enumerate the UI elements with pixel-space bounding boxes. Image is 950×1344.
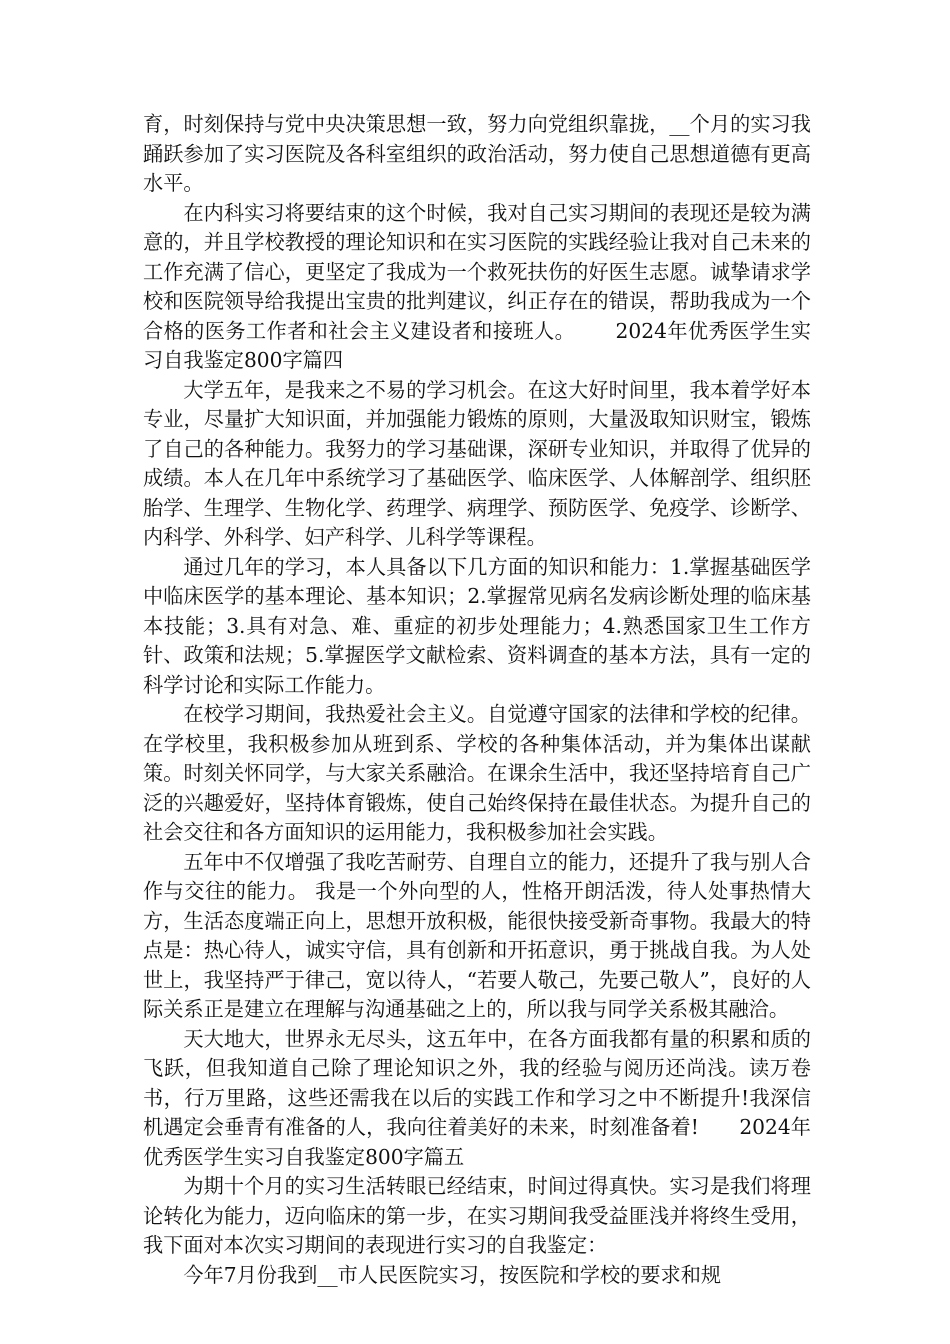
paragraph-6-text: 五年中不仅增强了我吃苦耐劳、自理自立的能力，还提升了我与别人合作与交往的能力。 我是一个外向型的人，性格开朗活泼，待人处事热情大方，生活态度端正向上，思想开放积极，能很快接受新奇事物。我最大的特点是：热心待人，诚实守信，具有创新和开拓意识，勇于挑战自我。为人处世上，我坚持严于律己，宽以待人，“若要人敬己，先要己敬人”，良好的人际关系正是建立在理解与沟通基础之上的，所以我与同学关系极其融洽。 (143, 849, 811, 1021)
paragraph-4-text: 通过几年的学习，本人具备以下几方面的知识和能力：1.掌握基础医学中临床医学的基本理论、基本知识；2.掌握常见病名发病诊断处理的临床基本技能；3.具有对急、难、重症的初步处理能力；4.熟悉国家卫生工作方针、政策和法规；5.掌握医学文献检索、资料调查的基本方法，具有一定的科学讨论和实际工作能力。 (143, 554, 811, 697)
paragraph-8 (143, 1172, 811, 1261)
paragraph-1 (143, 110, 811, 199)
document-page (143, 110, 811, 1290)
section-heading-5: 2024年优秀医学生实习自我鉴定800字篇五 (143, 1115, 811, 1169)
paragraph-1-text: 育，时刻保持与党中央决策思想一致，努力向党组织靠拢，__个月的实习我踊跃参加了实习医院及各科室组织的政治活动，努力使自己思想道德有更高水平。 (143, 112, 811, 195)
paragraph-9 (143, 1261, 811, 1291)
paragraph-9-text: 今年7月份我到__市人民医院实习，按医院和学校的要求和规 (183, 1262, 722, 1287)
section-heading-4: 2024年优秀医学生实习自我鉴定800字篇四 (143, 318, 811, 372)
paragraph-2 (143, 199, 811, 376)
paragraph-5 (143, 700, 811, 848)
paragraph-7 (143, 1025, 811, 1173)
paragraph-2-text: 在内科实习将要结束的这个时候，我对自己实习期间的表现还是较为满意的，并且学校教授的理论知识和在实习医院的实践经验让我对自己未来的工作充满了信心，更坚定了我成为一个救死扶伤的好医生志愿。诚挚请求学校和医院领导给我提出宝贵的批判建议，纠正存在的错误，帮助我成为一个合格的医务工作者和社会主义建设者和接班人。 (143, 200, 811, 343)
paragraph-4 (143, 553, 811, 701)
paragraph-7-text: 天大地大，世界永无尽头，这五年中，在各方面我都有量的积累和质的飞跃，但我知道自己除了理论知识之外，我的经验与阅历还尚浅。读万卷书，行万里路，这些还需我在以后的实践工作和学习之中不断提升!我深信机遇定会垂青有准备的人，我向往着美好的未来，时刻准备着! (143, 1026, 811, 1139)
paragraph-8-text: 为期十个月的实习生活转眼已经结束，时间过得真快。实习是我们将理论转化为能力，迈向临床的第一步，在实习期间我受益匪浅并将终生受用，我下面对本次实习期间的表现进行实习的自我鉴定： (143, 1174, 811, 1257)
paragraph-6 (143, 848, 811, 1025)
paragraph-5-text: 在校学习期间，我热爱社会主义。自觉遵守国家的法律和学校的纪律。在学校里，我积极参加从班到系、学校的各种集体活动，并为集体出谋献策。时刻关怀同学，与大家关系融洽。在课余生活中，我还坚持培育自己广泛的兴趣爱好，坚持体育锻炼，使自己始终保持在最佳状态。为提升自己的社会交往和各方面知识的运用能力，我积极参加社会实践。 (143, 702, 811, 844)
paragraph-3-text: 大学五年，是我来之不易的学习机会。在这大好时间里，我本着学好本专业，尽量扩大知识面，并加强能力锻炼的原则，大量汲取知识财宝，锻炼了自己的各种能力。我努力的学习基础课，深研专业知识，并取得了优异的成绩。本人在几年中系统学习了基础医学、临床医学、人体解剖学、组织胚胎学、生理学、生物化学、药理学、病理学、预防医学、免疫学、诊断学、内科学、外科学、妇产科学、儿科学等课程。 (143, 377, 811, 549)
paragraph-3 (143, 376, 811, 553)
